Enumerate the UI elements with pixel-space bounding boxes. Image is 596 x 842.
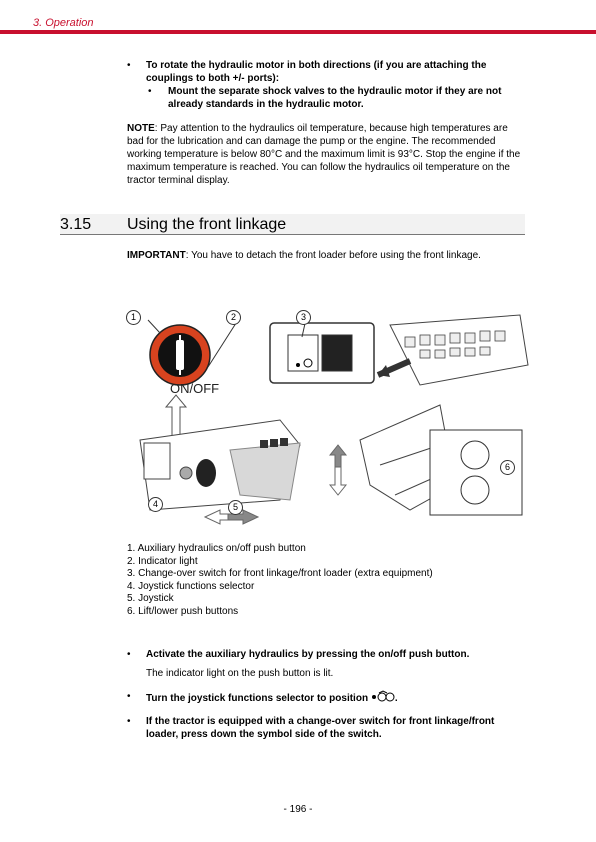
legend-item: 4. Joystick functions selector: [127, 580, 255, 592]
step-selector-text: Turn the joystick functions selector to position: [146, 693, 369, 704]
lower-arrow-icon: [330, 467, 346, 495]
callout-3: 3: [296, 310, 311, 325]
step-activate-hydraulics: • Activate the auxiliary hydraulics by pressing the on/off push button.: [127, 648, 527, 661]
switch-other-side: [322, 335, 352, 371]
lower-button-icon: [461, 476, 489, 504]
onoff-label: ON/OFF: [170, 381, 220, 396]
callout-4: 4: [148, 497, 163, 512]
step-selector-position: • Turn the joystick functions selector to position .: [127, 690, 527, 705]
top-bullets: [127, 59, 527, 111]
legend-item: 3. Change-over switch for front linkage/front loader (extra equipment): [127, 568, 433, 579]
section-title: Using the front linkage: [127, 216, 287, 233]
legend-item: 1. Auxiliary hydraulics on/off push button: [127, 543, 306, 554]
section-number: 3.15: [60, 216, 92, 233]
chapter-header: 3. Operation: [33, 17, 94, 29]
switch-symbol-side: [288, 335, 318, 371]
front-linkage-figure: [110, 295, 530, 530]
note-text: : Pay attention to the hydraulics oil temperature, because high temperatures are bad for the lubrication and can damage the pump or the engine. The recommended working temperature is below 80°C and the maximum limit is 93°C. Stop the engine if the maximum temperature is reached. You can follow the hydraulics oil temperature on the tractor terminal display.: [127, 123, 521, 186]
joystick-icon: [196, 459, 216, 487]
legend-item: 2. Indicator light: [127, 555, 198, 567]
step-indicator-note: The indicator light on the push button is lit.: [146, 668, 334, 679]
figure-legend: [127, 543, 433, 618]
legend-item: 6. Lift/lower push buttons: [127, 605, 239, 617]
callout-6: 6: [500, 460, 515, 475]
sub-bullet-shock-valves: • Mount the separate shock valves to the hydraulic motor if they are not already standards in the hydraulic motor.: [146, 85, 527, 111]
callout-1: 1: [126, 310, 141, 325]
important-paragraph: [127, 249, 527, 262]
tractor-linkage-icon: [371, 690, 395, 702]
bullet-rotate-motor: • To rotate the hydraulic motor in both directions (if you are attaching the couplings to both +/- ports):: [127, 59, 527, 85]
lift-button-icon: [461, 441, 489, 469]
step-changeover-switch: • If the tractor is equipped with a change-over switch for front linkage/front loader, press down the symbol side of the switch.: [127, 715, 527, 741]
figure-illustration: [110, 295, 530, 530]
note-paragraph: [127, 122, 527, 187]
legend-item: 5. Joystick: [127, 593, 174, 604]
steps: [127, 648, 527, 741]
important-text: : You have to detach the front loader before using the front linkage.: [185, 250, 481, 261]
page-number: - 196 -: [283, 804, 313, 815]
section-heading: [60, 214, 525, 235]
callout-2: 2: [226, 310, 241, 325]
important-label: IMPORTANT: [127, 250, 186, 261]
note-label: NOTE: [127, 123, 155, 134]
callout-5: 5: [228, 500, 243, 515]
selector-icon: [180, 467, 192, 479]
header-rule: [0, 30, 596, 34]
